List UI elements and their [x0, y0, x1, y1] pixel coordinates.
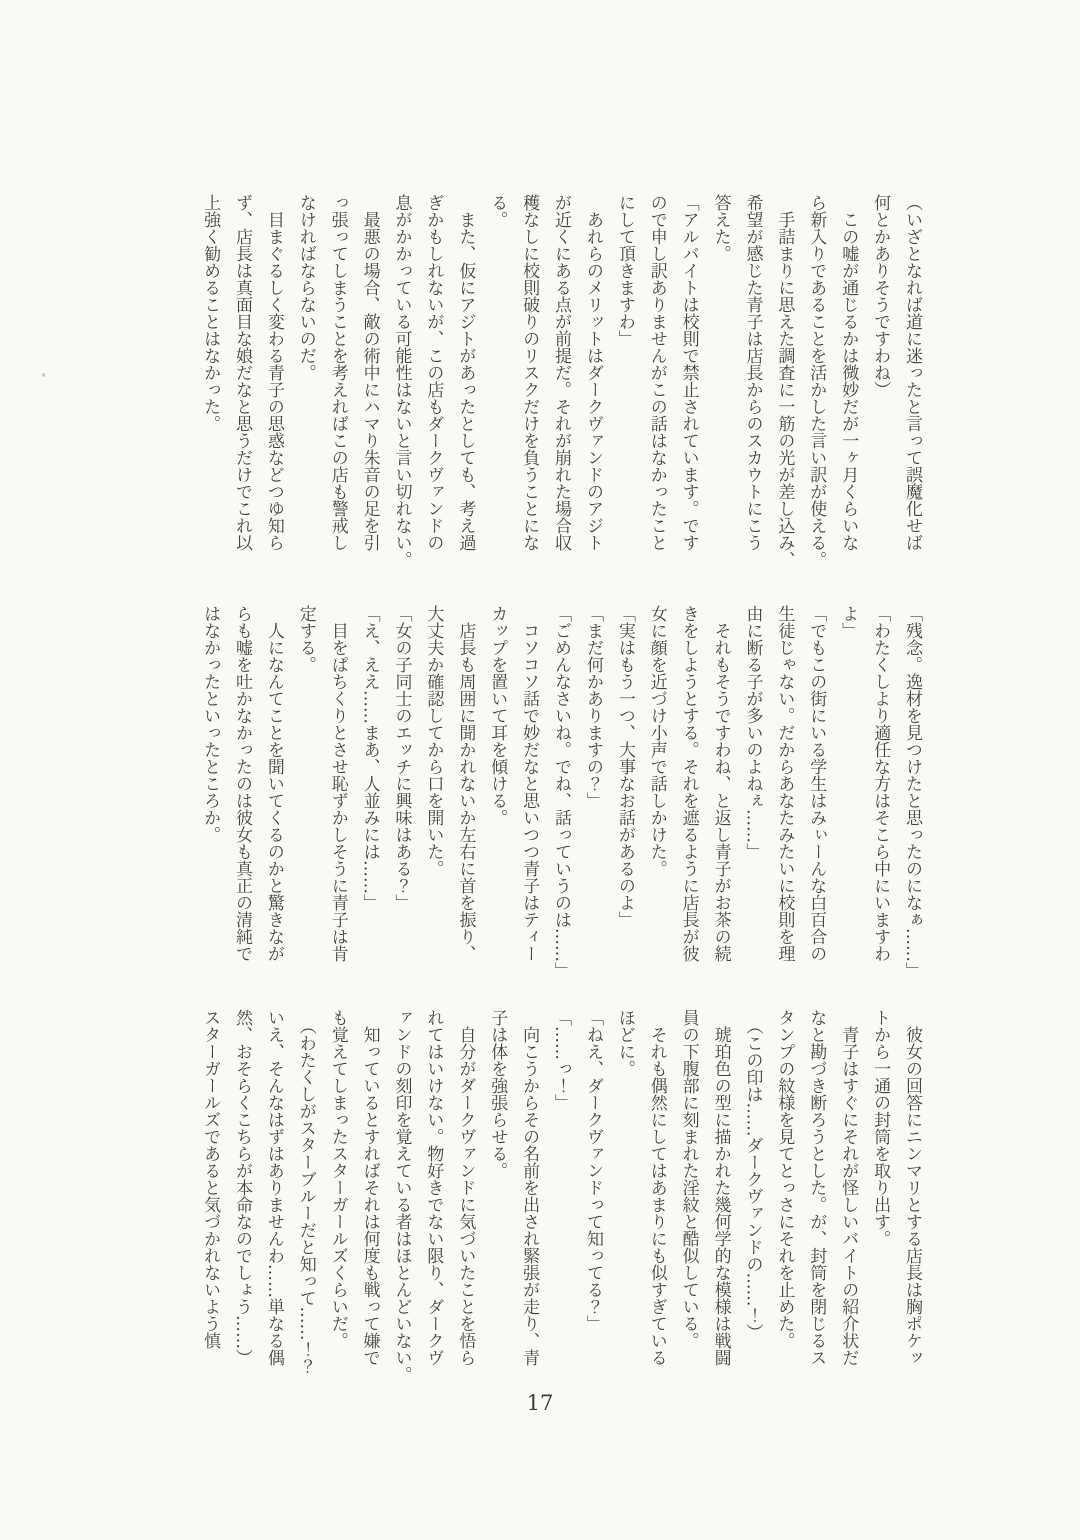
text-column: あれらのメリットはダークヴァンドのアジト	[582, 194, 603, 551]
text-column: ら新入りであることを活かした言い訳が使える。	[806, 194, 827, 568]
text-column: ぎかもしれないが、この店もダークヴァンドの	[423, 194, 444, 551]
text-column: 「……っ！」	[551, 1009, 572, 1111]
text-band-middle	[193, 605, 927, 979]
text-column: 目をぱちくりとさせ恥ずかしそうに青子は肯	[327, 605, 348, 962]
text-column: 息がかかっている可能性はないと言い切れない。	[391, 194, 412, 568]
text-column: も覚えてしまったスターガールズくらいだ。	[327, 1009, 348, 1349]
text-column: 彼女の回答にニンマリとする店長は胸ポケッ	[902, 1009, 922, 1366]
text-column: 「でもこの街にいる学生はみぃーんな白百合の	[806, 605, 827, 962]
text-column: 由に断る子が多いのよねぇ……」	[742, 605, 763, 860]
text-column: 「わたくしより適任な方はそこら中にいますわ	[870, 605, 891, 962]
text-column: （わたくしがスターブルーだと知って……！？	[295, 1009, 316, 1375]
text-column: 何とかありそうですわね）	[870, 194, 891, 398]
text-column: 「残念。逸材を見つけたと思ったのになぁ……」	[902, 605, 922, 979]
text-column: 上強く勧めることはなかった。	[200, 194, 221, 432]
text-column: それもそうですわね、と返し青子がお茶の続	[710, 605, 731, 962]
text-column: 女に顔を近づけ小声で話しかけた。	[646, 605, 667, 877]
text-column: はなかったといったところか。	[200, 605, 221, 843]
text-column: きをしようとする。それを遮るように店長が彼	[678, 605, 699, 962]
text-column: 「アルバイトは校則で禁止されています。です	[678, 194, 699, 551]
text-column: 向こうからその名前を出され緊張が走り、青	[519, 1009, 540, 1366]
text-column: よ」	[838, 605, 859, 639]
text-column: 「実はもう一つ、大事なお話があるのよ」	[614, 605, 635, 928]
text-column: 自分がダークヴァンドに気づいたことを悟ら	[455, 1009, 476, 1366]
text-column: スターガールズであると気づかれないよう慎	[200, 1009, 221, 1349]
text-column: 「まだ何かありますの？」	[582, 605, 603, 809]
text-column: 「女の子同士のエッチに興味はある？」	[391, 605, 412, 911]
text-column: る。	[487, 194, 508, 228]
text-column: 知っているとすればそれは何度も戦って嫌で	[359, 1009, 380, 1366]
text-band-top	[193, 194, 927, 568]
text-column: 生徒じゃない。だからあなたみたいに校則を理	[774, 605, 795, 962]
text-column: タンプの紋様を見てとっさにそれを止めた。	[774, 1009, 795, 1349]
text-column: らも嘘を吐かなかったのは彼女も真正の清純で	[231, 605, 252, 962]
text-column: ず、店長は真面目な娘だなと思うだけでこれ以	[231, 194, 252, 551]
text-column: （いざとなれば道に迷ったと言って誤魔化せば	[902, 194, 922, 551]
text-column: いえ、そんなはずはありませんわ……単なる偶	[263, 1009, 284, 1366]
text-column: 穫なしに校則破りのリスクだけを負うことにな	[519, 194, 540, 551]
text-column: それも偶然にしてはあまりにも似すぎている	[646, 1009, 667, 1366]
text-column: 然、おそらくこちらが本命なのでしょう……）	[231, 1009, 252, 1366]
text-column: にして頂きますわ」	[614, 194, 635, 347]
text-column: 目まぐるしく変わる青子の思惑などつゆ知ら	[263, 194, 284, 551]
text-column: 琥珀色の型に描かれた幾何学的な模様は戦闘	[710, 1009, 731, 1366]
text-column: 「ねえ、ダークヴァンドって知ってる？」	[582, 1009, 603, 1332]
text-band-bottom	[193, 1009, 927, 1383]
text-column: （この印は……ダークヴァンドの……！）	[742, 1009, 763, 1341]
text-column: 員の下腹部に刻まれた淫紋と酷似している。	[678, 1009, 699, 1349]
text-column: ほどに。	[614, 1009, 635, 1077]
text-column: なければならないのだ。	[295, 194, 316, 381]
text-column: 希望が感じた青子は店長からのスカウトにこう	[742, 194, 763, 551]
page-number: 17	[526, 1391, 554, 1415]
text-column: カップを置いて耳を傾ける。	[487, 605, 508, 826]
text-column: 子は体を強張らせる。	[487, 1009, 508, 1179]
text-column: 大丈夫か確認してから口を開いた。	[423, 605, 444, 877]
text-column: 店長も周囲に聞かれないか左右に首を振り、	[455, 605, 476, 962]
text-column: っ張ってしまうことを考えればこの店も警戒し	[327, 194, 348, 551]
text-column: 青子はすぐにそれが怪しいバイトの紹介状だ	[838, 1009, 859, 1366]
text-column: ァンドの刻印を覚えている者はほとんどいない。	[391, 1009, 412, 1383]
text-column: なと勘づき断ろうとした。が、封筒を閉じるス	[806, 1009, 827, 1366]
text-column: トから一通の封筒を取り出す。	[870, 1009, 891, 1247]
text-column: 「え、ええ……まあ、人並みには……」	[359, 605, 380, 911]
text-column: 最悪の場合、敵の術中にハマり朱音の足を引	[359, 194, 380, 551]
text-column: この嘘が通じるかは微妙だが一ヶ月くらいな	[838, 194, 859, 551]
text-column: が近くにある点が前提だ。それが崩れた場合収	[551, 194, 572, 551]
text-column: 定する。	[295, 605, 316, 673]
text-column: 答えた。	[710, 194, 731, 262]
text-column: また、仮にアジトがあったとしても、考え過	[455, 194, 476, 551]
scan-speck	[42, 373, 45, 377]
text-column: 「ごめんなさいね。でね、話っていうのは……」	[551, 605, 572, 979]
text-column: 人になんてことを聞いてくるのかと驚きなが	[263, 605, 284, 962]
text-column: コソコソ話で妙だなと思いつつ青子はティー	[519, 605, 540, 962]
text-column: 手詰まりに思えた調査に一筋の光が差し込み、	[774, 194, 795, 568]
text-column: れてはいけない。物好きでない限り、ダークヴ	[423, 1009, 444, 1366]
text-column: ので申し訳ありませんがこの話はなかったこと	[646, 194, 667, 551]
